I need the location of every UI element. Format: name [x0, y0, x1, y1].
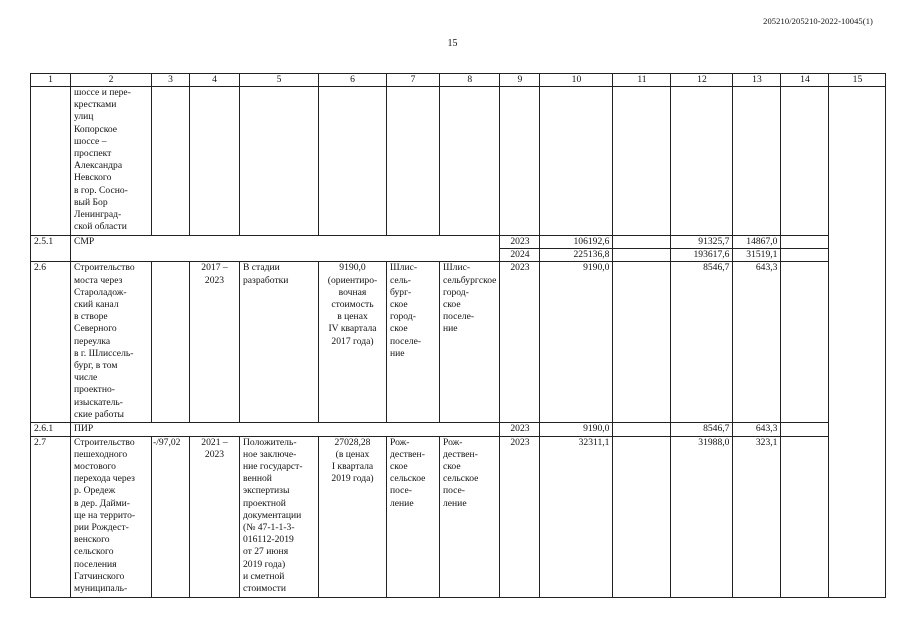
column-header: 8	[440, 74, 500, 87]
cell-value: 8546,7	[671, 423, 733, 436]
cell-municipality: Рож- дествен- ское сельское посе- ление	[387, 436, 440, 597]
column-header: 15	[829, 74, 886, 87]
cell-value: 14867,0	[733, 236, 781, 249]
cell-total: 9190,0	[540, 423, 613, 436]
column-header: 6	[319, 74, 387, 87]
cell-total: 9190,0	[540, 262, 613, 423]
cell-value: 8546,7	[671, 262, 733, 423]
cell-status: Положитель- ное заключе- ние государст- венной экспертизы проектной документации (№ 47-1-1-3- 016112-2019 от 27 июня 2019 года) и сметной стоимости	[240, 436, 319, 597]
column-header: 12	[671, 74, 733, 87]
cell-year: 2023	[500, 436, 540, 597]
column-header: 11	[613, 74, 671, 87]
cell-cost: 9190,0 (ориентиро- вочная стоимость в ценах IV квартала 2017 года)	[319, 262, 387, 423]
cell-year: 2023	[500, 262, 540, 423]
cell-work-type: СМР	[71, 236, 500, 262]
cell-col15	[829, 262, 886, 436]
cell-num	[31, 87, 71, 236]
cell-value: 323,1	[733, 436, 781, 597]
cell-total: 225136,8	[540, 249, 613, 262]
page-number: 15	[447, 38, 458, 49]
cell-value: 643,3	[733, 423, 781, 436]
column-header: 10	[540, 74, 613, 87]
cell-value: 91325,7	[671, 236, 733, 249]
table-row-2-6	[31, 262, 886, 423]
column-header: 7	[387, 74, 440, 87]
column-header: 4	[190, 74, 240, 87]
cell-value: 643,3	[733, 262, 781, 423]
cell-object-name: Строительство пешеходного мостового перехода через р. Оредеж в дер. Дайми- ще на террито- рии Рождест- венского сельского поселения Гатчинского муниципаль-	[71, 436, 152, 597]
cell-object-name: шоссе и пере- крестками улиц Копорское шоссе – проспект Александра Невского в гор. Сосно- вый Бор Ленинград- ской области	[71, 87, 152, 236]
cell-period: 2021 – 2023	[190, 436, 240, 597]
column-number-row	[31, 74, 886, 87]
cell-municipality: Рож- дествен- ское сельское посе- ление	[440, 436, 500, 597]
cell-value: 193617,6	[671, 249, 733, 262]
table-row-2-6-1	[31, 423, 886, 436]
cell-col15	[829, 87, 886, 262]
cell-year: 2024	[500, 249, 540, 262]
cell-value: 31988,0	[671, 436, 733, 597]
column-header: 5	[240, 74, 319, 87]
cell-work-type: ПИР	[71, 423, 500, 436]
column-header: 14	[781, 74, 829, 87]
column-header: 1	[31, 74, 71, 87]
cell-municipality: Шлис- сельбургское город- ское поселе- ние	[440, 262, 500, 423]
column-header: 9	[500, 74, 540, 87]
cell-year: 2023	[500, 236, 540, 249]
cell-period: 2017 – 2023	[190, 262, 240, 423]
budget-table	[30, 73, 886, 598]
cell-object-name: Строительство моста через Староладож- ский канал в створе Северного переулка в г. Шлиссель- бург, в том числе проектно- изыскатель- ские работы	[71, 262, 152, 423]
column-header: 13	[733, 74, 781, 87]
table-row-2-5-1-a	[31, 236, 886, 249]
document-id: 205210/205210-2022-10045(1)	[763, 16, 873, 26]
table-row-continuation	[31, 87, 886, 236]
cell-col3: -/97,02	[152, 436, 190, 597]
cell-total: 32311,1	[540, 436, 613, 597]
cell-total: 106192,6	[540, 236, 613, 249]
cell-num: 2.6.1	[31, 423, 71, 436]
column-header: 2	[71, 74, 152, 87]
table-row-2-7	[31, 436, 886, 597]
cell-cost: 27028,28 (в ценах I квартала 2019 года)	[319, 436, 387, 597]
cell-value: 31519,1	[733, 249, 781, 262]
cell-year: 2023	[500, 423, 540, 436]
cell-municipality: Шлис- сель- бург- ское город- ское поселе- ние	[387, 262, 440, 423]
column-header: 3	[152, 74, 190, 87]
cell-col15	[829, 436, 886, 597]
cell-num: 2.6	[31, 262, 71, 423]
cell-num: 2.5.1	[31, 236, 71, 262]
cell-status: В стадии разработки	[240, 262, 319, 423]
cell-num: 2.7	[31, 436, 71, 597]
